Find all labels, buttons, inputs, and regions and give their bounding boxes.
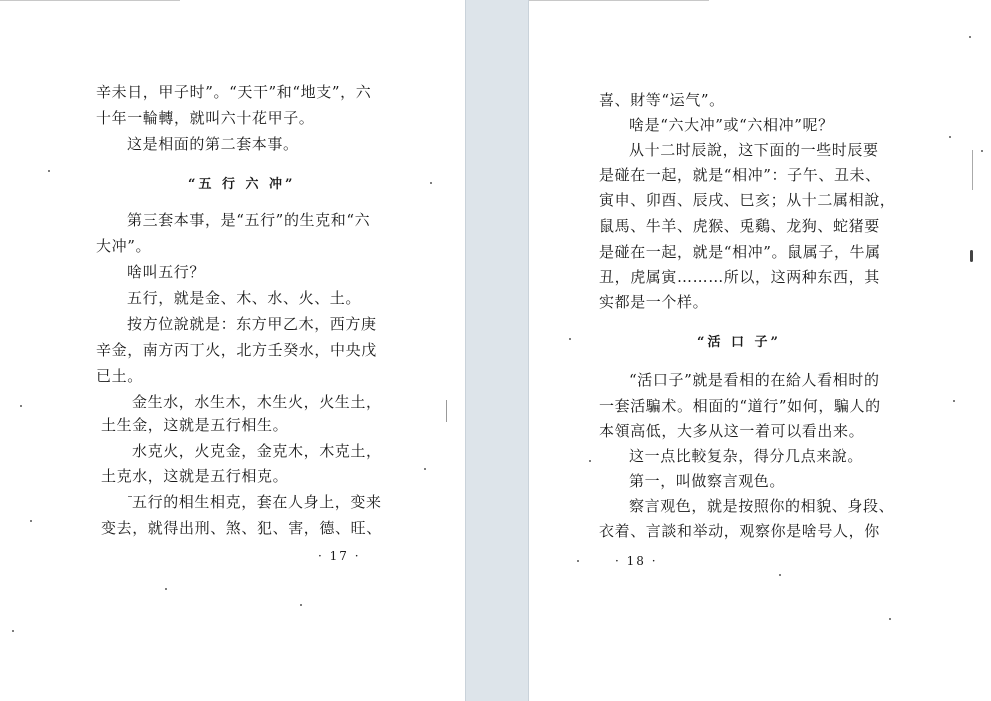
- text-line: 啥是“六大冲”或“六相冲”呢？: [629, 116, 834, 134]
- text-line: 实都是一个样。: [599, 293, 709, 311]
- print-speck: [953, 400, 955, 402]
- text-line: 啥叫五行？: [127, 263, 206, 281]
- text-line: 辛金，南方丙丁火，北方壬癸水，中央戊: [96, 341, 377, 359]
- print-speck: [48, 170, 50, 172]
- text-line: 土生金，这就是五行相生。: [101, 416, 289, 434]
- print-speck: [981, 150, 983, 152]
- text-line: 鼠馬、牛羊、虎猴、兎鷄、龙狗、蛇猪要: [599, 217, 880, 235]
- print-speck: [569, 338, 571, 340]
- text-line: 辛未日，甲子时”。“天干”和“地支”，六: [96, 83, 372, 101]
- text-line: 是碰在一起，就是“相冲”：子午、丑未、: [599, 166, 881, 184]
- text-line: 喜、財等“运气”。: [599, 91, 725, 109]
- text-line: 这一点比較复杂，得分几点来說。: [629, 447, 864, 465]
- print-speck: [424, 468, 426, 470]
- print-speck: [779, 574, 781, 576]
- text-line: 水克火，火克金，金克木，木克土，: [132, 442, 382, 460]
- text-line: 一套活騙术。相面的“道行”如何，騙人的: [599, 397, 881, 415]
- text-line: 土克水，这就是五行相克。: [101, 467, 289, 485]
- print-speck: [20, 405, 22, 407]
- print-speck: [300, 604, 302, 606]
- text-line: 从十二时辰說，这下面的一些时辰要: [629, 141, 879, 159]
- page-number: · 17 ·: [318, 549, 361, 563]
- print-speck: [949, 136, 951, 138]
- text-line: 十年一輪轉，就叫六十花甲子。: [96, 109, 315, 127]
- page-top-rule: [0, 0, 180, 1]
- print-speck: [589, 460, 591, 462]
- text-line: 察言观色，就是按照你的相貌、身段、: [629, 497, 895, 515]
- text-line: 第三套本事，是“五行”的生克和“六: [127, 211, 371, 229]
- print-speck: [430, 182, 432, 184]
- text-line: 丑，虎属寅………所以，这两种东西，其: [599, 268, 880, 286]
- text-line: 第一，叫做察言观色。: [629, 472, 786, 490]
- text-line: 这是相面的第二套本事。: [127, 135, 299, 153]
- print-speck: [969, 36, 971, 38]
- page-number: · 18 ·: [615, 554, 658, 568]
- text-line: 本領高低，大多从这一着可以看出来。: [599, 422, 865, 440]
- section-heading: “活 口 子”: [697, 335, 782, 350]
- print-mark: [128, 496, 132, 497]
- section-heading: “五 行 六 冲”: [188, 177, 296, 192]
- print-speck: [12, 630, 14, 632]
- page-17: [0, 0, 465, 701]
- text-line: “活口子”就是看相的在給人看相时的: [629, 371, 880, 389]
- text-line: 寅申、卯酉、辰戌、巳亥；从十二属相說，: [599, 191, 896, 209]
- print-mark: [970, 250, 973, 262]
- text-line: 变去，就得出刑、煞、犯、害，德、旺、: [101, 519, 382, 537]
- text-line: 五行的相生相克，套在人身上，变来: [132, 493, 382, 511]
- page-gutter: [465, 0, 529, 701]
- print-mark: [446, 400, 447, 422]
- print-speck: [577, 560, 579, 562]
- print-speck: [30, 520, 32, 522]
- page-18: [529, 0, 991, 701]
- text-line: 按方位說就是：东方甲乙木，西方庚: [127, 315, 377, 333]
- text-line: 已土。: [96, 367, 143, 385]
- print-speck: [165, 588, 167, 590]
- text-line: 大冲”。: [96, 237, 152, 255]
- print-speck: [889, 618, 891, 620]
- text-line: 金生水，水生木，木生火，火生土，: [132, 393, 382, 411]
- text-line: 衣着、言談和举动，观察你是啥号人，你: [599, 522, 880, 540]
- text-line: 五行，就是金、木、水、火、土。: [127, 289, 362, 307]
- print-mark: [972, 150, 973, 190]
- text-line: 是碰在一起，就是“相冲”。鼠属子，牛属: [599, 243, 881, 261]
- page-top-rule: [529, 0, 709, 1]
